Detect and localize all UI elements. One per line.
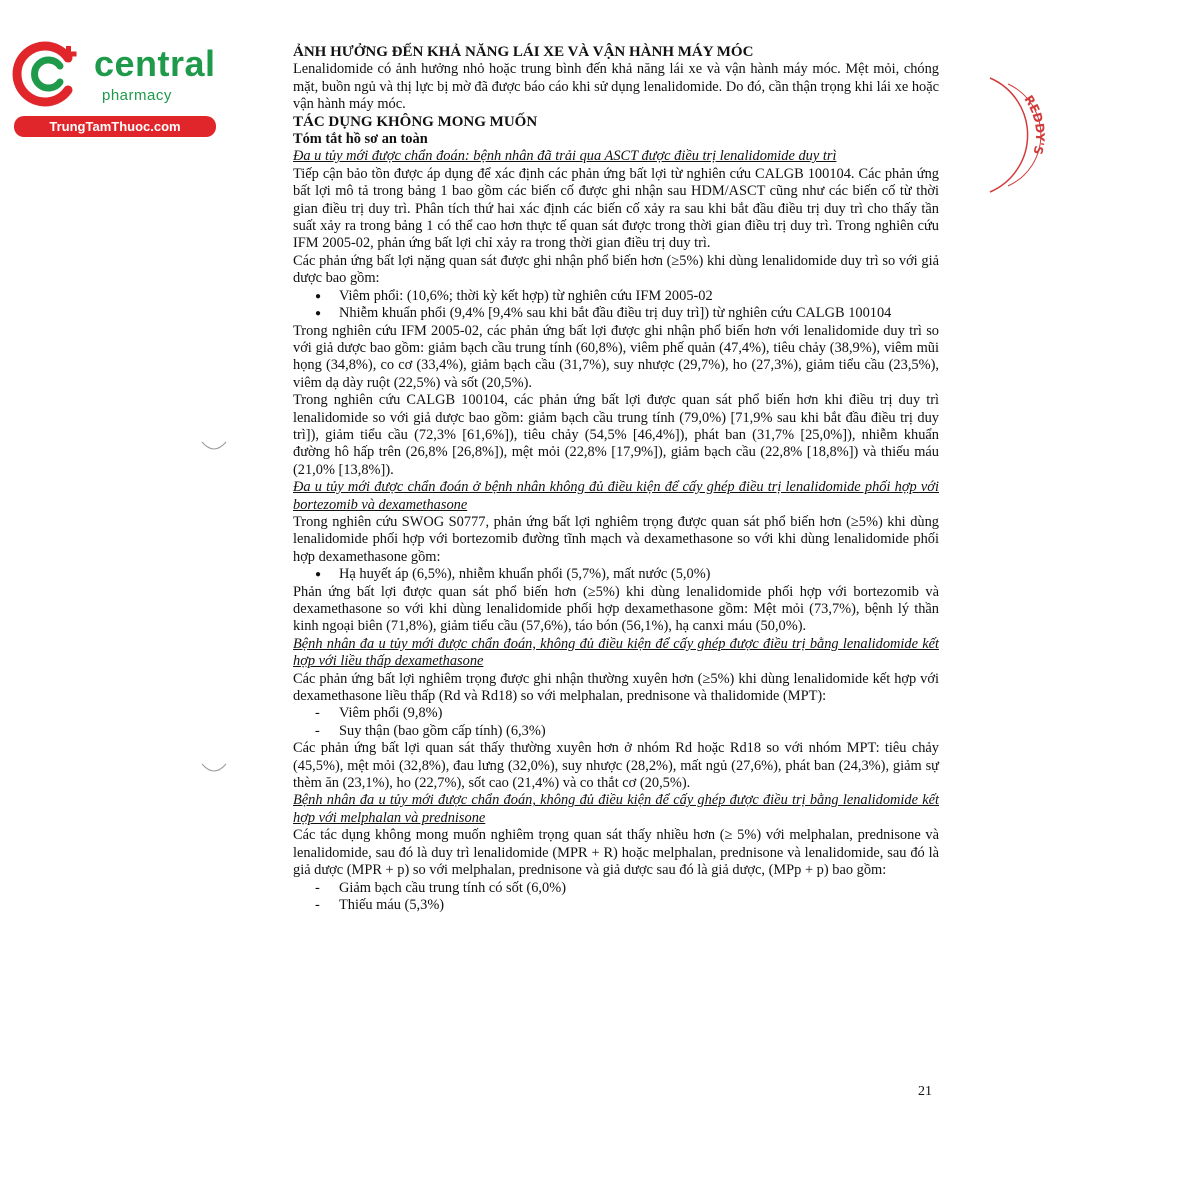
reddys-stamp-icon	[960, 70, 1050, 200]
list-item: ● Nhiễm khuẩn phổi (9,4% [9,4% sau khi bắt đầu điều trị duy trì]) từ nghiên cứu CALGB 100104	[293, 305, 939, 322]
section-heading-driving: ẢNH HƯỞNG ĐẾN KHẢ NĂNG LÁI XE VÀ VẬN HÀNH MÁY MÓC	[293, 44, 754, 60]
subheading-safety-summary: Tóm tắt hồ sơ an toàn	[293, 131, 428, 148]
page-number: 21	[918, 1084, 932, 1099]
document-body	[293, 44, 939, 914]
paragraph: Trong nghiên cứu CALGB 100104, các phản ứng bất lợi được quan sát phổ biến hơn khi điều trị duy trì lenalidomide so với giả dược bao gồm: giảm bạch cầu trung tính (79,0%) [71,9% sau khi bắt đầu điều trị duy trì]), giảm tiểu cầu (72,3% [61,6%]), tiêu chảy (54,5% [46,4%]), phát ban (31,7% [25,0%]), nhiễm khuẩn đường hô hấp trên (26,8% [26,8%]), mệt mỏi (22,8% [17,9%]), giảm bạch cầu (22,8% [18,8%]) và thiếu máu (21,0% [13,8%]).	[293, 392, 939, 478]
logo-name: central	[94, 43, 216, 84]
paragraph: Các tác dụng không mong muốn nghiêm trọng quan sát thấy nhiều hơn (≥ 5%) với melphalan, prednisone và lenalidomide, sau đó là duy trì lenalidomide (MPR + R) hoặc melphalan, prednisone và lenalidomide, sau đó là giả dược (MPR + p) so với melphalan, prednisone và giả dược sau đó là giả dược, (MPp + p) bao gồm:	[293, 827, 939, 879]
paragraph: Phản ứng bất lợi được quan sát phổ biến hơn (≥5%) khi dùng lenalidomide phối hợp với bortezomib và dexamethasone so với khi dùng lenalidomide phối hợp dexamethasone gồm: Mệt mỏi (73,7%), bệnh lý thần kinh ngoại biên (71,8%), giảm tiểu cầu (57,6%), táo bón (56,1%), hạ canxi máu (50,0%).	[293, 583, 939, 635]
paragraph: Các phản ứng bất lợi nghiêm trọng được ghi nhận thường xuyên hơn (≥5%) khi dùng lenalidomide kết hợp với dexamethasone liều thấp (Rd và Rd18) so với melphalan, prednisone và thalidomide (MPT):	[293, 670, 939, 705]
paragraph: Các phản ứng bất lợi nặng quan sát được ghi nhận phổ biến hơn (≥5%) khi dùng lenalidomide duy trì so với giả dược bao gồm:	[293, 252, 939, 287]
subsection-title-dexamethasone: Bệnh nhân đa u tủy mới được chẩn đoán, không đủ điều kiện để cấy ghép được điều trị bằng lenalidomide kết hợp với liều thấp dexamethasone	[293, 635, 939, 670]
paragraph: Trong nghiên cứu SWOG S0777, phản ứng bất lợi nghiêm trọng được quan sát phổ biến hơn (≥5%) khi dùng lenalidomide phối hợp với bortezomib đường tĩnh mạch và dexamethasone so với khi dùng lenalidomide phối hợp dexamethasone gồm:	[293, 513, 939, 565]
paragraph: Tiếp cận bảo tồn được áp dụng để xác định các phản ứng bất lợi từ nghiên cứu CALGB 100104. Các phản ứng bất lợi mô tả trong bảng 1 bao gồm các biến cố được ghi nhận sau HDM/ASCT cũng như các biến cố từ thời gian điều trị duy trì. Phân tích thứ hai xác định các biến cố xảy ra sau khi bắt đầu điều trị duy trì cho thấy tần suất xảy ra trong bảng 1 có thể cao hơn thực tế quan sát được trong thời gian điều trị duy trì. Trong nghiên cứu IFM 2005-02, phản ứng bất lợi chỉ xảy ra trong thời gian điều trị duy trì.	[293, 165, 939, 252]
svg-text:REDDY'S	[1021, 93, 1047, 156]
list-item: - Giảm bạch cầu trung tính có sốt (6,0%)	[293, 880, 939, 897]
bullet-list	[293, 566, 939, 583]
list-item: ● Hạ huyết áp (6,5%), nhiễm khuẩn phổi (5,7%), mất nước (5,0%)	[293, 566, 939, 583]
dash-list	[293, 880, 939, 915]
paragraph: Các phản ứng bất lợi quan sát thấy thường xuyên hơn ở nhóm Rd hoặc Rd18 so với nhóm MPT: tiêu chảy (45,5%), mệt mỏi (32,8%), đau lưng (32,0%), suy nhược (28,2%), mất ngủ (27,6%), phát ban (24,3%), giảm sự thèm ăn (23,1%), ho (22,7%), sốt cao (21,4%) và co thắt cơ (20,5%).	[293, 740, 939, 792]
bullet-list	[293, 288, 939, 323]
stamp-text: REDDY'S	[1021, 92, 1048, 156]
central-pharmacy-logo[interactable]	[10, 36, 220, 136]
punch-hole-mark	[200, 762, 228, 776]
dash-list	[293, 705, 939, 740]
list-item: - Suy thận (bao gồm cấp tính) (6,3%)	[293, 723, 939, 740]
list-item: ● Viêm phổi: (10,6%; thời kỳ kết hợp) từ nghiên cứu IFM 2005-02	[293, 288, 939, 305]
list-item: - Thiếu máu (5,3%)	[293, 897, 939, 914]
paragraph-driving: Lenalidomide có ảnh hưởng nhỏ hoặc trung bình đến khả năng lái xe và vận hành máy móc. Mệt mỏi, chóng mặt, buồn ngủ và thị lực bị mờ đã được báo cáo khi sử dụng lenalidomide. Do đó, cần thận trọng khi lái xe hoặc vận hành máy móc.	[293, 61, 939, 113]
subsection-title-bortezomib: Đa u tủy mới được chẩn đoán ở bệnh nhân không đủ điều kiện để cấy ghép điều trị lenalidomide phối hợp với bortezomib và dexamethasone	[293, 479, 939, 513]
paragraph: Trong nghiên cứu IFM 2005-02, các phản ứng bất lợi được ghi nhận phổ biến hơn với lenalidomide duy trì so với giả dược bao gồm: giảm bạch cầu trung tính (60,8%), viêm phế quản (47,4%), tiêu chảy (38,9%), viêm mũi họng (34,8%), co cơ (33,4%), giảm bạch cầu (31,7%), suy nhược (29,7%), ho (27,3%), giảm tiểu cầu (23,5%), viêm dạ dày ruột (22,5%) và sốt (20,5%).	[293, 322, 939, 391]
section-heading-side-effects: TÁC DỤNG KHÔNG MONG MUỐN	[293, 113, 538, 130]
pharmacy-logo-icon	[10, 38, 82, 110]
logo-subtitle: pharmacy	[102, 87, 172, 104]
logo-url: TrungTamThuoc.com	[14, 116, 216, 137]
punch-hole-mark	[200, 440, 228, 454]
subsection-title-melphalan: Bệnh nhân đa u tủy mới được chẩn đoán, không đủ điều kiện để cấy ghép được điều trị bằng lenalidomide kết hợp với melphalan và prednisone	[293, 792, 939, 826]
subsection-title-asct: Đa u tủy mới được chẩn đoán: bệnh nhân đã trải qua ASCT được điều trị lenalidomide duy trì	[293, 148, 837, 165]
list-item: - Viêm phổi (9,8%)	[293, 705, 939, 722]
